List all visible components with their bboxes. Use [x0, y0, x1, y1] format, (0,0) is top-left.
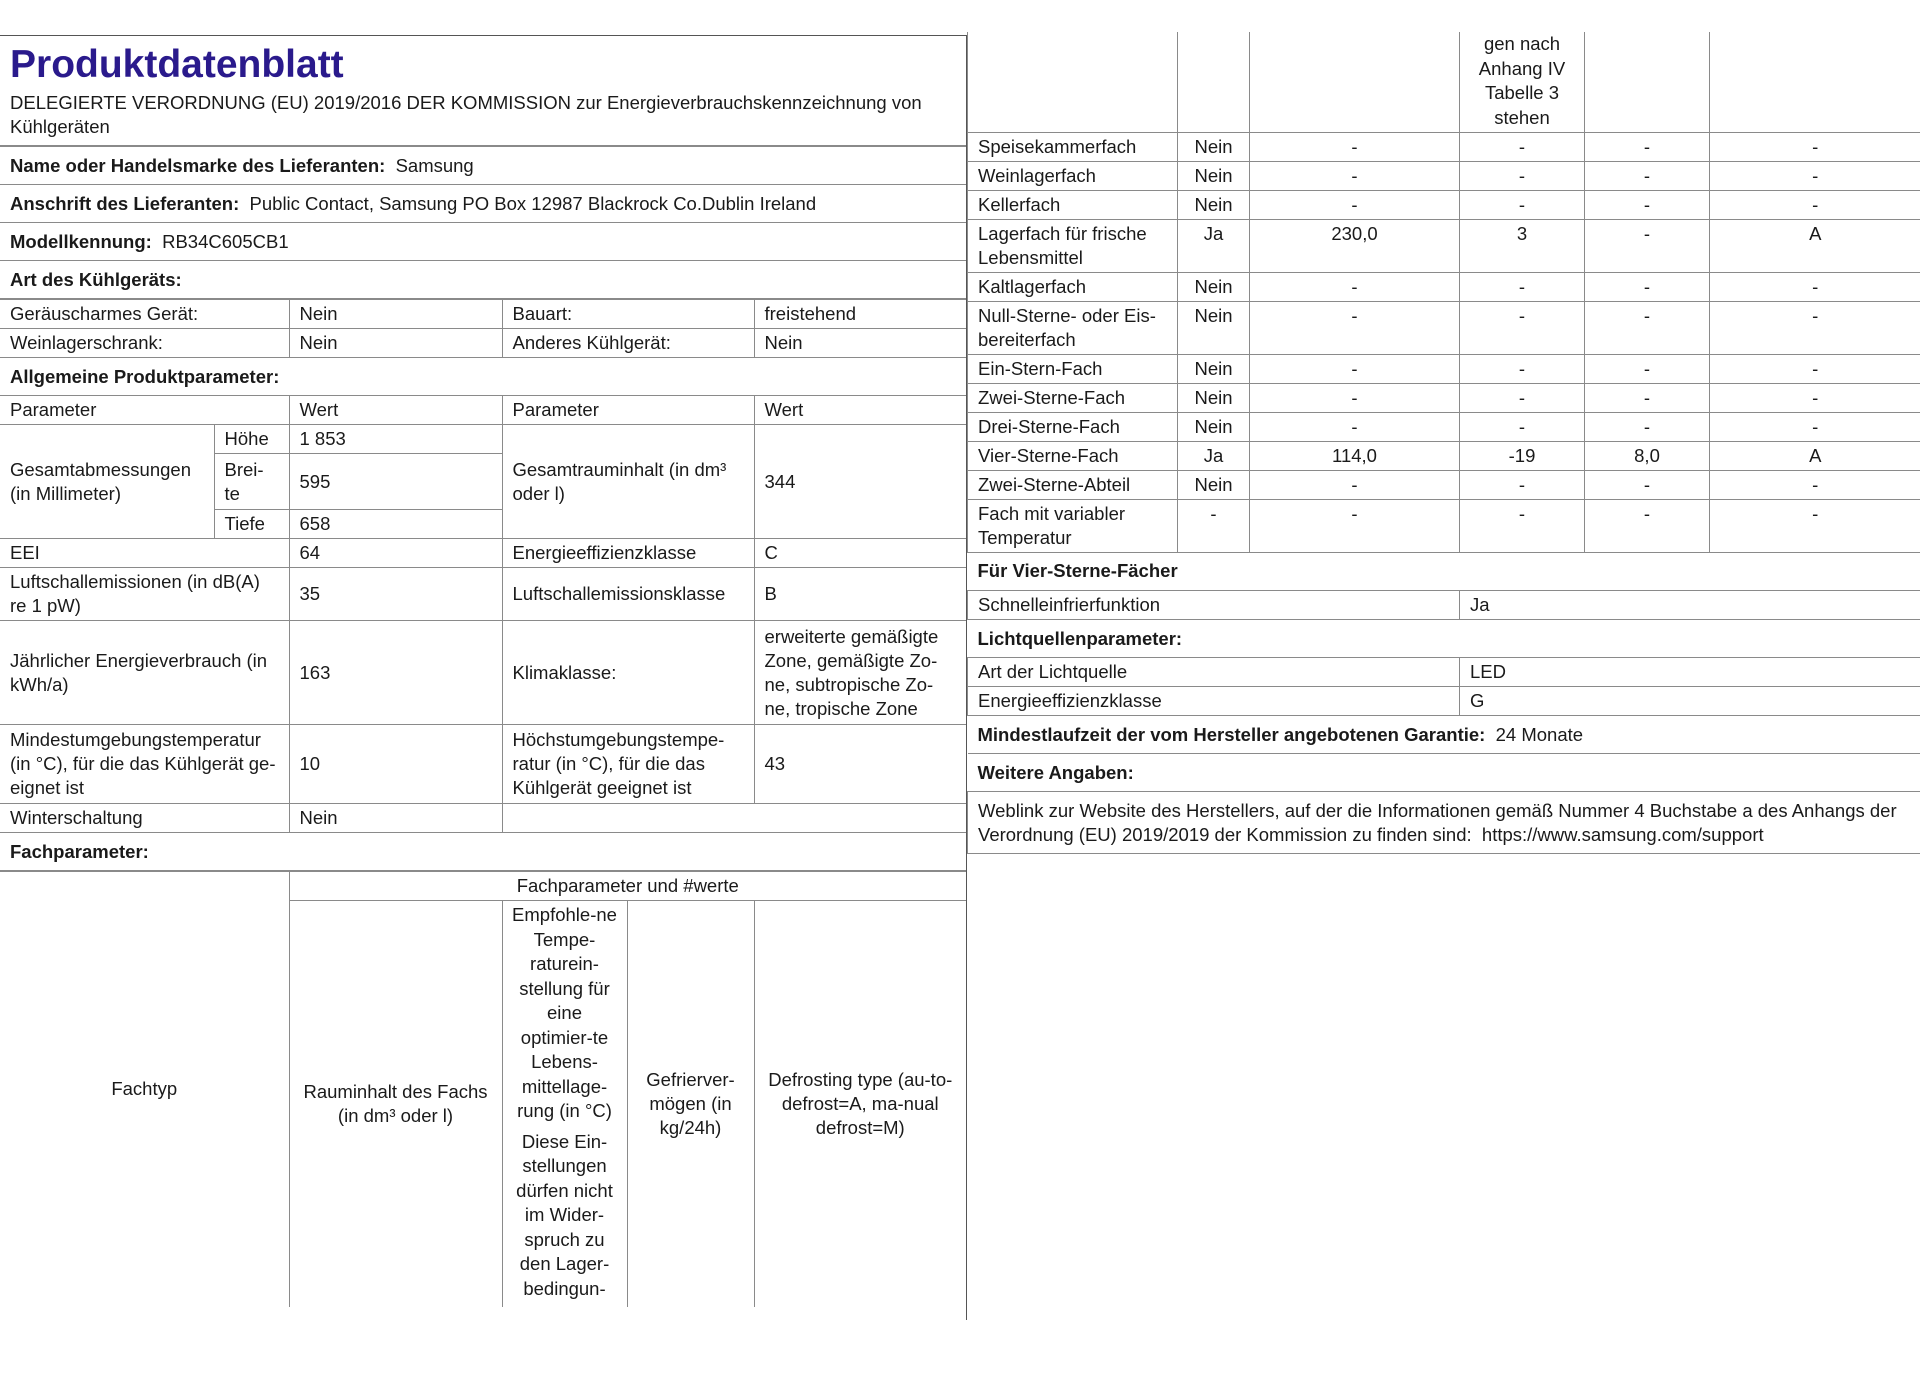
fach-row: [968, 441, 1920, 470]
cont-empty-1: [968, 32, 1178, 132]
col-value: Wert: [289, 396, 502, 425]
volume-label: Gesamtrauminhalt (in dm³ oder l): [502, 425, 754, 539]
fach-defrost: -: [1710, 354, 1920, 383]
type-param-2: Bauart:: [502, 300, 754, 329]
type-value-1: Nein: [289, 300, 502, 329]
fach-name: Zwei-Sterne-Abteil: [968, 470, 1178, 499]
warranty-value: 24 Monate: [1495, 723, 1584, 745]
type-value-4: Nein: [754, 329, 966, 358]
volume-value: 344: [754, 425, 966, 539]
fach-row: [968, 499, 1920, 552]
fach-name: Drei-Sterne-Fach: [968, 412, 1178, 441]
type-param-4: Anderes Kühlgerät:: [502, 329, 754, 358]
fach-row: [968, 161, 1920, 190]
fach-row: [968, 412, 1920, 441]
fach-row: [968, 354, 1920, 383]
fach-present: Nein: [1178, 412, 1250, 441]
cont-empty-2: [1178, 32, 1250, 132]
temp-text-b: Diese Ein-stellungen dürfen nicht im Wider-spruch zu den Lager-bedingun-: [516, 1130, 613, 1299]
winter-label: Winterschaltung: [0, 804, 289, 833]
fach-defrost: -: [1710, 383, 1920, 412]
fach-present: Nein: [1178, 354, 1250, 383]
fach-present: Nein: [1178, 161, 1250, 190]
col-value-2: Wert: [754, 396, 966, 425]
fach-name: Null-Sterne- oder Eis-bereiterfach: [968, 301, 1178, 354]
max-temp-value: 43: [754, 725, 966, 804]
col-temperature: [502, 901, 627, 1307]
empty-cell: [502, 804, 966, 833]
fach-temperature: -: [1460, 499, 1585, 552]
fach-row: [968, 132, 1920, 161]
fach-temperature: -: [1460, 301, 1585, 354]
fach-present: Nein: [1178, 301, 1250, 354]
fach-defrost: -: [1710, 301, 1920, 354]
fach-defrost: -: [1710, 132, 1920, 161]
fach-row: [968, 219, 1920, 272]
fach-group-header: Fachparameter und #werte: [289, 872, 966, 901]
fach-row: [968, 190, 1920, 219]
col-defrost: Defrosting type (au-to-defrost=A, ma-nual defrost=M): [754, 901, 966, 1307]
noise-class-value: B: [754, 568, 966, 621]
fach-volume: 114,0: [1250, 441, 1460, 470]
fach-freeze: 8,0: [1585, 441, 1710, 470]
fach-volume: -: [1250, 499, 1460, 552]
cont-empty-4: [1585, 32, 1710, 132]
quick-freeze-label: Schnelleinfrierfunktion: [968, 591, 1460, 620]
light-type-value: LED: [1460, 658, 1920, 687]
light-class-label: Energieeffizienzklasse: [968, 687, 1460, 716]
tiefe-label: Tiefe: [214, 510, 289, 539]
col-fachtyp: Fachtyp: [0, 872, 289, 1307]
fach-volume: -: [1250, 470, 1460, 499]
eei-value: 64: [289, 539, 502, 568]
fach-defrost: -: [1710, 412, 1920, 441]
type-value-2: freistehend: [754, 300, 966, 329]
fach-row: [968, 272, 1920, 301]
fach-header: Fachparameter:: [0, 833, 966, 871]
col-parameter-2: Parameter: [502, 396, 754, 425]
max-temp-label: Höchstumgebungstempe-ratur (in °C), für die das Kühlgerät geeignet ist: [502, 725, 754, 804]
address-label: Anschrift des Lieferanten:: [10, 192, 240, 214]
temp-text-a: Empfohle-ne Tempe-raturein-stellung für eine optimier-te Lebens-mittellage-rung (in °C): [512, 904, 617, 1121]
fach-freeze: -: [1585, 219, 1710, 272]
fach-present: Nein: [1178, 383, 1250, 412]
fach-volume: -: [1250, 132, 1460, 161]
fach-columns-table: [0, 871, 966, 1307]
light-type-label: Art der Lichtquelle: [968, 658, 1460, 687]
min-temp-value: 10: [289, 725, 502, 804]
address-row: [0, 185, 966, 223]
model-label: Modellkennung:: [10, 230, 152, 252]
col-rauminhalt: Rauminhalt des Fachs (in dm³ oder l): [289, 901, 502, 1307]
annual-energy-value: 163: [289, 621, 502, 725]
fach-volume: -: [1250, 190, 1460, 219]
fach-name: Kaltlagerfach: [968, 272, 1178, 301]
type-header: Art des Kühlgeräts:: [0, 261, 966, 299]
type-param-3: Weinlagerschrank:: [0, 329, 289, 358]
supplier-value: Samsung: [395, 154, 474, 176]
dimensions-label: Gesamtabmessungen (in Millimeter): [0, 425, 214, 539]
right-column: [967, 0, 1920, 854]
fach-present: Nein: [1178, 470, 1250, 499]
model-value: RB34C605CB1: [162, 230, 289, 252]
fach-name: Kellerfach: [968, 190, 1178, 219]
fach-row: [968, 383, 1920, 412]
fach-freeze: -: [1585, 272, 1710, 301]
four-star-header: Für Vier-Sterne-Fächer: [968, 553, 1920, 591]
eei-label: EEI: [0, 539, 289, 568]
fach-volume: -: [1250, 272, 1460, 301]
fach-defrost: -: [1710, 499, 1920, 552]
noise-class-label: Luftschallemissionsklasse: [502, 568, 754, 621]
fach-freeze: -: [1585, 161, 1710, 190]
fach-temperature: -: [1460, 161, 1585, 190]
further-header: Weitere Angaben:: [968, 754, 1920, 792]
page-title: Produktdatenblatt: [10, 43, 344, 86]
support-link[interactable]: https://www.samsung.com/support: [1481, 823, 1764, 845]
warranty-row: [968, 716, 1920, 754]
fach-temperature: -: [1460, 383, 1585, 412]
energy-class-label: Energieeffizienzklasse: [502, 539, 754, 568]
address-value: Public Contact, Samsung PO Box 12987 Blackrock Co.Dublin Ireland: [249, 192, 817, 214]
further-text: Weblink zur Website des Herstellers, auf der die Informationen gemäß Nummer 4 Buchstabe a des Anhangs der Verordnung (EU) 2019/2019 der Kommission zu finden sind:: [978, 799, 1897, 845]
left-column: [0, 0, 966, 1307]
cont-empty-3: [1250, 32, 1460, 132]
fach-freeze: -: [1585, 190, 1710, 219]
fach-temperature: 3: [1460, 219, 1585, 272]
fach-temperature: -: [1460, 412, 1585, 441]
fach-defrost: A: [1710, 441, 1920, 470]
fach-defrost: -: [1710, 470, 1920, 499]
hoehe-value: 1 853: [289, 425, 502, 454]
fach-defrost: A: [1710, 219, 1920, 272]
fach-temperature: -19: [1460, 441, 1585, 470]
fach-freeze: -: [1585, 301, 1710, 354]
fach-temperature: -: [1460, 354, 1585, 383]
fach-name: Vier-Sterne-Fach: [968, 441, 1178, 470]
type-value-3: Nein: [289, 329, 502, 358]
annual-energy-label: Jährlicher Energieverbrauch (in kWh/a): [0, 621, 289, 725]
fach-freeze: -: [1585, 412, 1710, 441]
fach-volume: 230,0: [1250, 219, 1460, 272]
general-table: [0, 299, 966, 871]
top-rule: [0, 35, 966, 36]
breite-label: Brei-te: [214, 454, 289, 510]
type-param-1: Geräuscharmes Gerät:: [0, 300, 289, 329]
climate-class-value: erweiterte gemäßigte Zone, gemäßigte Zo-ne, subtropische Zo-ne, tropische Zone: [754, 621, 966, 725]
fach-rows: [968, 132, 1920, 552]
fach-freeze: -: [1585, 499, 1710, 552]
fach-freeze: -: [1585, 470, 1710, 499]
fach-name: Fach mit variabler Temperatur: [968, 499, 1178, 552]
fach-defrost: -: [1710, 190, 1920, 219]
light-class-value: G: [1460, 687, 1920, 716]
fach-temperature: -: [1460, 272, 1585, 301]
noise-value: 35: [289, 568, 502, 621]
fach-freeze: -: [1585, 132, 1710, 161]
hoehe-label: Höhe: [214, 425, 289, 454]
warranty-label: Mindestlaufzeit der vom Hersteller angebotenen Garantie:: [977, 723, 1486, 745]
fach-volume: -: [1250, 412, 1460, 441]
fach-present: -: [1178, 499, 1250, 552]
fach-present: Nein: [1178, 190, 1250, 219]
winter-value: Nein: [289, 804, 502, 833]
climate-class-label: Klimaklasse:: [502, 621, 754, 725]
noise-label: Luftschallemissionen (in dB(A) re 1 pW): [0, 568, 289, 621]
fach-freeze: -: [1585, 354, 1710, 383]
supplier-row: [0, 147, 966, 185]
fach-name: Ein-Stern-Fach: [968, 354, 1178, 383]
col-parameter: Parameter: [0, 396, 289, 425]
light-header: Lichtquellenparameter:: [968, 620, 1920, 658]
temp-text-cont: gen nach Anhang IV Tabelle 3 stehen: [1460, 32, 1585, 132]
energy-class-value: C: [754, 539, 966, 568]
supplier-label: Name oder Handelsmarke des Lieferanten:: [10, 154, 386, 176]
further-row: [968, 792, 1920, 854]
fach-present: Ja: [1178, 219, 1250, 272]
fach-temperature: -: [1460, 132, 1585, 161]
fach-name: Speisekammerfach: [968, 132, 1178, 161]
fach-temperature: -: [1460, 470, 1585, 499]
fach-defrost: -: [1710, 272, 1920, 301]
four-star-table: [967, 553, 1920, 855]
fach-defrost: -: [1710, 161, 1920, 190]
fach-volume: -: [1250, 354, 1460, 383]
fach-name: Weinlagerfach: [968, 161, 1178, 190]
supplier-block: [0, 146, 966, 299]
fach-row: [968, 470, 1920, 499]
fach-present: Nein: [1178, 132, 1250, 161]
model-row: [0, 223, 966, 261]
fach-row: [968, 301, 1920, 354]
fach-name: Lagerfach für frische Lebensmittel: [968, 219, 1178, 272]
fach-present: Nein: [1178, 272, 1250, 301]
col-gefrier: Gefrierver-mögen (in kg/24h): [627, 901, 754, 1307]
quick-freeze-value: Ja: [1460, 591, 1920, 620]
cont-empty-5: [1710, 32, 1920, 132]
fach-volume: -: [1250, 301, 1460, 354]
breite-value: 595: [289, 454, 502, 510]
regulation-text: DELEGIERTE VERORDNUNG (EU) 2019/2016 DER KOMMISSION zur Energieverbrauchskennzeichnung von Kühlgeräten: [0, 91, 966, 146]
min-temp-label: Mindestumgebungstemperatur (in °C), für die das Kühlgerät ge-eignet ist: [0, 725, 289, 804]
fach-present: Ja: [1178, 441, 1250, 470]
fach-name: Zwei-Sterne-Fach: [968, 383, 1178, 412]
fach-freeze: -: [1585, 383, 1710, 412]
fach-rows-table: [967, 32, 1920, 553]
fach-volume: -: [1250, 161, 1460, 190]
general-header: Allgemeine Produktparameter:: [0, 358, 966, 396]
header-block: [0, 36, 966, 146]
tiefe-value: 658: [289, 510, 502, 539]
fach-volume: -: [1250, 383, 1460, 412]
fach-temperature: -: [1460, 190, 1585, 219]
